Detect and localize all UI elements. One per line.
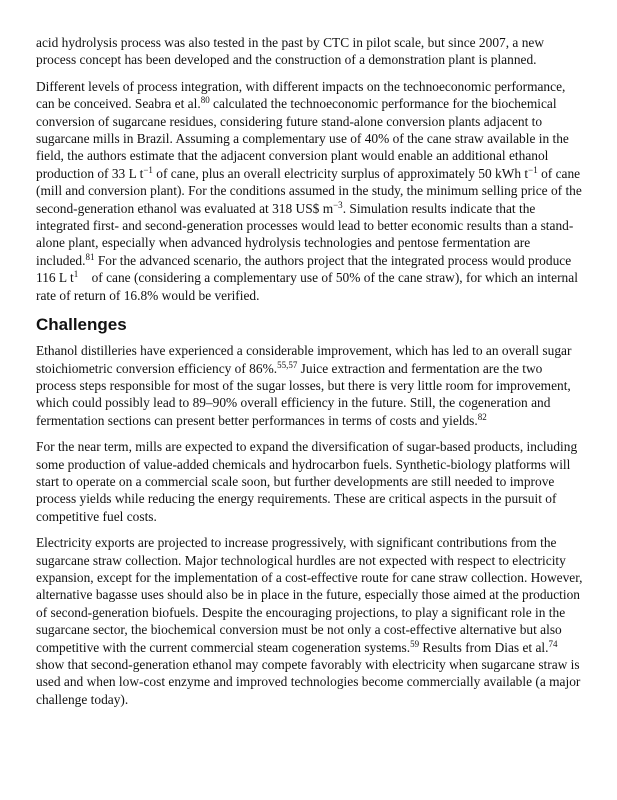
citation-superscript: 74: [548, 638, 558, 649]
paragraph-5: [36, 534, 584, 708]
citation-superscript: 55,57: [277, 359, 298, 370]
text-run: Juice extraction and fermentation are the two process steps responsible for most of the sugar losses, but there is very little room for improvement, which could possibly lead to 89–90% overall efficiency in the future. Still, the cogeneration and fermentation sections can present better performances in terms of costs and yields.: [36, 360, 571, 428]
document-page: [36, 34, 584, 717]
paragraph-1: [36, 34, 584, 69]
text-run: Ethanol distilleries have experienced a considerable improvement, which has led to an overall sugar stoichiometric conversion efficiency of 86%.: [36, 343, 572, 376]
text-run: of cane, plus an overall electricity surplus of approximately 50 kWh t: [152, 165, 529, 181]
text-run: For the advanced scenario, the authors project that the integrated process would produce 116 L t: [36, 252, 572, 286]
text-run: calculated the technoeconomic performance for the biochemical conversion of sugarcane residues, considering future stand-alone conversion plants adjacent to sugarcane mills in Brazil. Assuming a complementary use of 40% of the cane straw available in the field, the authors estimate that the adjacent conversion plant would enable an additional ethanol production of 33 L t: [36, 96, 569, 181]
text-run: of cane (considering a complementary use of 50% of the cane straw), for which an internal rate of return of 16.8% would be verified.: [36, 270, 582, 303]
text-run: of cane (mill and conversion plant). For the conditions assumed in the study, the minimum selling price of the second-generation ethanol was evaluated at 318 US$ m: [36, 165, 582, 216]
paragraph-2: [36, 78, 584, 304]
text-run: Results from Dias et al.: [419, 639, 549, 655]
paragraph-3: [36, 342, 584, 429]
unit-exponent: −1: [528, 164, 538, 175]
text-run: . Simulation results indicate that the integrated first- and second-generation processes would lead to better economic results than a stand-alone plant, especially when advanced hydrolysis technologies and pentose fermentation are included.: [36, 200, 574, 268]
text-run: For the near term, mills are expected to expand the diversification of sugar-based products, including some production of value-added chemicals and hydrocarbon fuels. Synthetic-biology platforms will start to operate on a commercial scale soon, but further developments are still needed to improve process yields while reducing the energy requirements. These are critical aspects in the pursuit of competitive fuel costs.: [36, 439, 578, 524]
citation-superscript: 81: [85, 251, 95, 262]
text-run: Different levels of process integration, with different impacts on the technoeconomic performance, can be conceived. Seabra et al.: [36, 78, 566, 112]
text-run: show that second-generation ethanol may compete favorably with electricity when sugarcane straw is used and when low-cost enzyme and improved technologies become commercially available (a major challenge today).: [36, 657, 581, 707]
citation-superscript: 82: [477, 411, 487, 422]
citation-superscript: 80: [200, 95, 210, 106]
unit-exponent: −1: [143, 164, 153, 175]
paragraph-4: [36, 438, 584, 525]
text-run: acid hydrolysis process was also tested in the past by CTC in pilot scale, but since 2007, a new process concept has been developed and the construction of a demonstration plant is planned.: [36, 35, 545, 68]
section-heading-challenges: Challenges: [36, 315, 127, 335]
citation-superscript: 59: [410, 638, 420, 649]
unit-exponent: 1: [73, 269, 79, 280]
unit-exponent: −3: [333, 199, 343, 210]
text-run: Electricity exports are projected to increase progressively, with significant contributions from the sugarcane straw collection. Major technological hurdles are not expected with respect to electricity expansion, except for the implementation of a cost-effective route for cane straw collection. However, alternative bagasse uses should also be in place in the future, especially those aimed at the production of second-generation biofuels. Despite the encouraging projections, to play a significant role in the sugarcane sector, the biochemical conversion must be not only a cost-effective alternative but also competitive with the current commercial steam cogeneration systems.: [36, 535, 583, 655]
